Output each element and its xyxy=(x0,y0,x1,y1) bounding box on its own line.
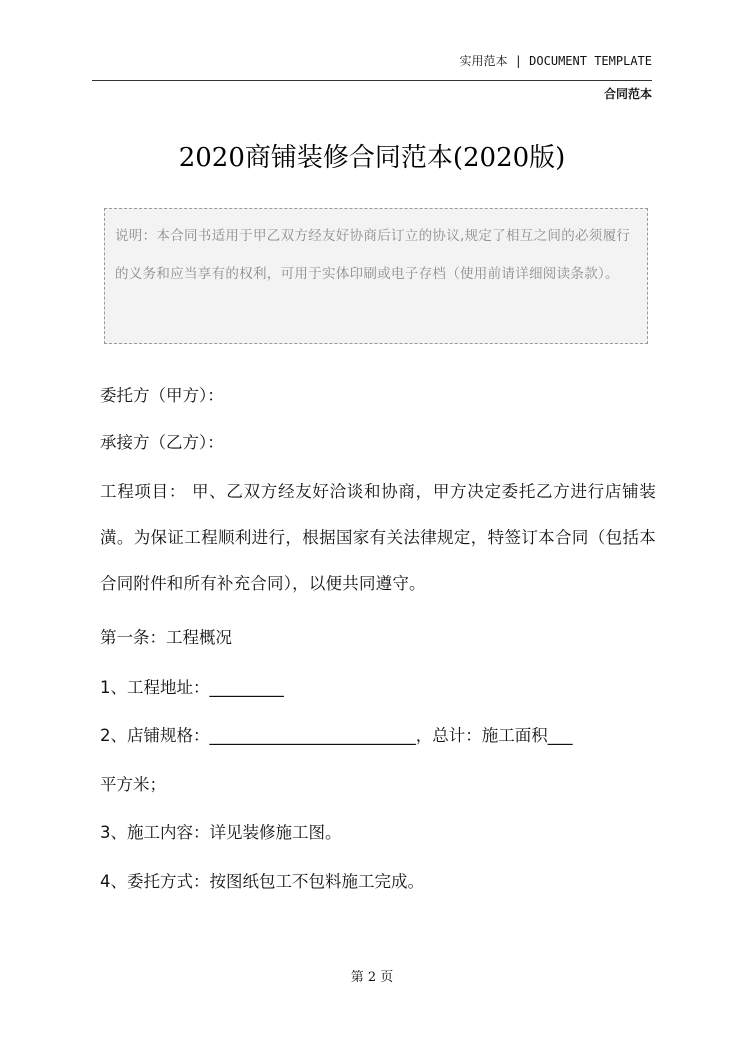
item-1-line: 1、工程地址：_________ xyxy=(100,678,284,697)
note-box xyxy=(104,208,648,344)
page-number: 第 2 页 xyxy=(350,970,394,985)
item-2-line: 2、店铺规格：_________________________，总计：施工面积___ xyxy=(100,726,573,745)
header-sub-label: 合同范本 xyxy=(603,87,652,101)
header-label: 实用范本 | DOCUMENT TEMPLATE xyxy=(459,54,652,68)
item-3-line: 3、施工内容：详见装修施工图。 xyxy=(100,823,342,842)
party-b-line: 承接方（乙方）： xyxy=(100,433,224,452)
item-4-line: 4、委托方式：按图纸包工不包料施工完成。 xyxy=(100,872,424,891)
note-text: 说明：本合同书适用于甲乙双方经友好协商后订立的协议,规定了相互之间的必须履行的义务和应当享有的权利，可用于实体印刷或电子存档（使用前请详细阅读条款）。 xyxy=(115,228,631,282)
project-paragraph: 工程项目： 甲、乙双方经友好洽谈和协商，甲方决定委托乙方进行店铺装潢。为保证工程顺利进行，根据国家有关法律规定，特签订本合同（包括本合同附件和所有补充合同），以便共同遵守。 xyxy=(100,482,656,593)
header-divider xyxy=(92,80,652,81)
article-1-title: 第一条：工程概况 xyxy=(100,628,232,647)
item-2-continuation: 平方米； xyxy=(100,775,166,794)
party-a-line: 委托方（甲方）： xyxy=(100,386,224,405)
document-title: 2020商铺装修合同范本(2020版) xyxy=(178,143,566,173)
